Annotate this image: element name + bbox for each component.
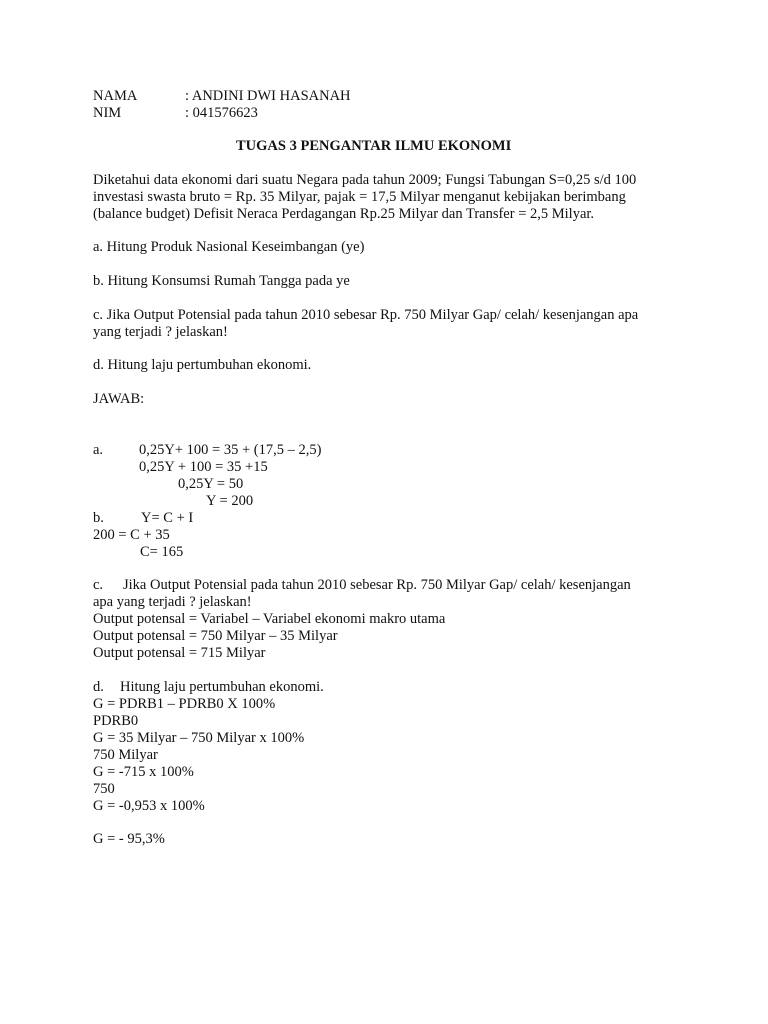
intro-line-2: investasi swasta bruto = Rp. 35 Milyar, pajak = 17,5 Milyar menganut kebijakan berimbang: [93, 189, 626, 205]
nim-label: NIM: [93, 105, 122, 121]
answer-b-line-3: C= 165: [140, 544, 184, 560]
answer-d-line-4: G = 35 Milyar – 750 Milyar x 100%: [93, 730, 305, 746]
answer-a-line-1: 0,25Y+ 100 = 35 + (17,5 – 2,5): [139, 442, 322, 458]
question-c-line-2: yang terjadi ? jelaskan!: [93, 324, 228, 340]
answer-b-marker: b.: [93, 510, 104, 526]
question-d: d. Hitung laju pertumbuhan ekonomi.: [93, 357, 312, 373]
answer-d-line-2: G = PDRB1 – PDRB0 X 100%: [93, 696, 276, 712]
answer-a-line-3: 0,25Y = 50: [178, 476, 244, 492]
answer-d-line-5: 750 Milyar: [93, 747, 158, 763]
answer-d-line-8: G = -0,953 x 100%: [93, 798, 205, 814]
answer-a-line-4: Y = 200: [206, 493, 254, 509]
question-b: b. Hitung Konsumsi Rumah Tangga pada ye: [93, 273, 350, 289]
answer-c-line-4: Output potensal = 750 Milyar – 35 Milyar: [93, 628, 338, 644]
page-title: TUGAS 3 PENGANTAR ILMU EKONOMI: [236, 138, 512, 154]
answer-d-line-6: G = -715 x 100%: [93, 764, 194, 780]
answer-a-line-2: 0,25Y + 100 = 35 +15: [139, 459, 268, 475]
answer-b-line-1: Y= C + I: [141, 510, 194, 526]
answer-b-line-2: 200 = C + 35: [93, 527, 170, 543]
question-c-line-1: c. Jika Output Potensial pada tahun 2010 sebesar Rp. 750 Milyar Gap/ celah/ kesenjangan apa: [93, 307, 639, 323]
answer-d-line-1: Hitung laju pertumbuhan ekonomi.: [120, 679, 324, 695]
answer-a-marker: a.: [93, 442, 104, 458]
intro-line-1: Diketahui data ekonomi dari suatu Negara pada tahun 2009; Fungsi Tabungan S=0,25 s/d 100: [93, 172, 637, 188]
answer-d-marker: d.: [93, 679, 104, 695]
nama-label: NAMA: [93, 88, 138, 104]
answer-d-line-7: 750: [93, 781, 115, 797]
answer-c-marker: c.: [93, 577, 104, 593]
question-a: a. Hitung Produk Nasional Keseimbangan (ye): [93, 239, 365, 255]
answer-c-line-3: Output potensal = Variabel – Variabel ekonomi makro utama: [93, 611, 446, 627]
nim-value: : 041576623: [185, 105, 258, 121]
intro-line-3: (balance budget) Defisit Neraca Perdagangan Rp.25 Milyar dan Transfer = 2,5 Milyar.: [93, 206, 595, 222]
nama-value: : ANDINI DWI HASANAH: [185, 88, 351, 104]
answer-d-line-3: PDRB0: [93, 713, 139, 729]
answer-d-line-9: G = - 95,3%: [93, 831, 165, 847]
answer-c-line-2: apa yang terjadi ? jelaskan!: [93, 594, 252, 610]
jawab-heading: JAWAB:: [93, 391, 145, 407]
answer-c-line-1: Jika Output Potensial pada tahun 2010 sebesar Rp. 750 Milyar Gap/ celah/ kesenjangan: [123, 577, 631, 593]
answer-c-line-5: Output potensal = 715 Milyar: [93, 645, 266, 661]
